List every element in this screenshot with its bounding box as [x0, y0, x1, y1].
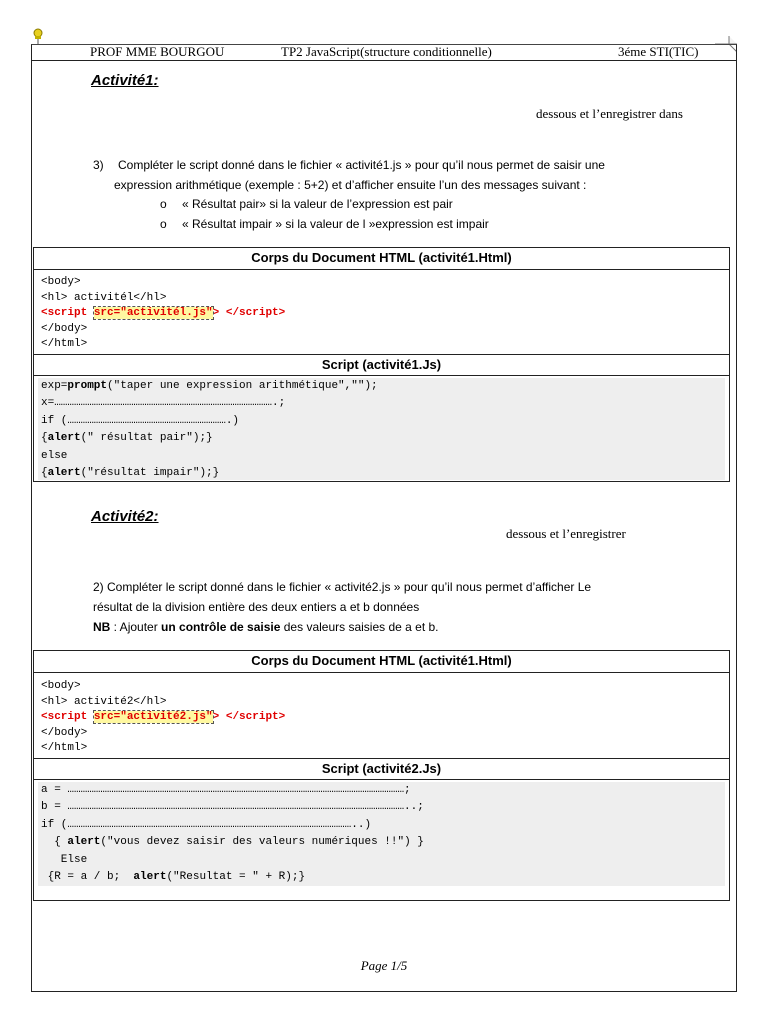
- activity2-js-box-title: Script (activité2.Js): [34, 758, 729, 780]
- code-part: (" résultat pair");}: [80, 432, 213, 445]
- code-keyword: alert: [67, 836, 101, 849]
- code-part: ("Resultat = " + R);}: [166, 871, 306, 884]
- code-line: </html>: [41, 338, 88, 350]
- script-src-highlight: src="activité2.js": [93, 711, 213, 723]
- header-class: 3éme STI(TIC): [618, 44, 699, 59]
- activity2-html-box-title: Corps du Document HTML (activité1.Html): [34, 651, 729, 673]
- activity1-html-code: [41, 275, 285, 353]
- activity2-instruction-line1: 2) Compléter le script donné dans le fichier « activité2.js » pour qu’il nous permet d’afficher Le: [93, 580, 592, 594]
- code-line: Else: [41, 853, 88, 866]
- activity2-code-box: [33, 650, 730, 901]
- code-line: x=……………………………………………………………………………………….;: [41, 397, 286, 410]
- nb-text: des valeurs saisies de a et b.: [280, 620, 439, 634]
- code-line: > </script>: [212, 711, 286, 723]
- nb-label: NB: [93, 620, 111, 634]
- activity1-js-box-title: Script (activité1.Js): [34, 354, 729, 376]
- activity1-code-box: [33, 247, 730, 482]
- activity1-js-code: [41, 378, 378, 482]
- code-line: > </script>: [212, 307, 286, 319]
- activity1-instruction-number: 3): [93, 158, 104, 172]
- code-part: {: [41, 432, 48, 445]
- nb-text: : Ajouter: [110, 620, 162, 634]
- code-line: else: [41, 449, 68, 462]
- activity2-instruction-line2: résultat de la division entière des deux entiers a et b données: [93, 600, 420, 614]
- code-part: {: [41, 836, 68, 849]
- bullet-marker: o: [160, 197, 167, 211]
- code-line: if (…………………………………………………………………………………………………………………..): [41, 818, 372, 831]
- nb-bold: un contrôle de saisie: [161, 620, 281, 634]
- script-src-highlight: src="activitél.js": [93, 307, 213, 319]
- header-title: TP2 JavaScript(structure conditionnelle): [281, 44, 492, 59]
- activity1-instruction-line2: expression arithmétique (exemple : 5+2) et d’afficher ensuite l’un des messages suivant :: [114, 178, 587, 192]
- code-line: b = ………………………………………………………………………………………………………………………………………..;: [41, 801, 424, 814]
- code-part: ("vous devez saisir des valeurs numériques !!") }: [100, 836, 424, 849]
- activity1-bullet-2: « Résultat impair » si la valeur de l »expression est impair: [182, 217, 489, 231]
- code-line: <body>: [41, 276, 81, 288]
- code-keyword: alert: [47, 467, 81, 480]
- activity2-js-code: [41, 782, 424, 886]
- code-line: <script: [41, 711, 94, 723]
- activity1-bullet-1: « Résultat pair» si la valeur de l’expression est pair: [182, 197, 453, 211]
- page-number: Page 1/5: [360, 958, 408, 973]
- code-line: a = ………………………………………………………………………………………………………………………………………;: [41, 784, 411, 796]
- activity2-note: dessous et l’enregistrer: [506, 526, 626, 541]
- activity1-html-box-title: Corps du Document HTML (activité1.Html): [34, 248, 729, 270]
- code-line: if (……………………………………………………………….): [41, 414, 240, 427]
- code-line: </html>: [41, 742, 88, 754]
- code-part: ("résultat impair");}: [80, 467, 220, 480]
- code-line: <body>: [41, 680, 81, 692]
- code-line: </body>: [41, 322, 88, 335]
- activity1-note: dessous et l’enregistrer dans: [536, 106, 683, 121]
- activity1-title: Activité1:: [91, 72, 159, 89]
- code-line: <script: [41, 307, 94, 319]
- activity1-instruction-line1: Compléter le script donné dans le fichier « activité1.js » pour qu’il nous permet de saisir une: [118, 158, 605, 172]
- activity2-html-code: [41, 679, 285, 757]
- activity2-title: Activité2:: [91, 508, 159, 525]
- code-line: <hl> activitél</hl>: [41, 291, 167, 304]
- code-part: {R = a / b;: [41, 871, 134, 884]
- code-line: </body>: [41, 726, 88, 739]
- code-keyword: alert: [47, 432, 81, 445]
- bullet-marker: o: [160, 217, 167, 231]
- code-keyword: prompt: [67, 380, 108, 392]
- code-part: ("taper une expression arithmétique","");: [107, 380, 378, 392]
- code-line: <hl> activité2</hl>: [41, 695, 167, 708]
- page-header: [31, 44, 737, 61]
- code-keyword: alert: [133, 871, 167, 884]
- code-part: {: [41, 467, 48, 480]
- header-author: PROF MME BOURGOU: [90, 44, 225, 59]
- activity2-nb-line: [93, 617, 439, 637]
- code-part: exp=: [41, 380, 68, 392]
